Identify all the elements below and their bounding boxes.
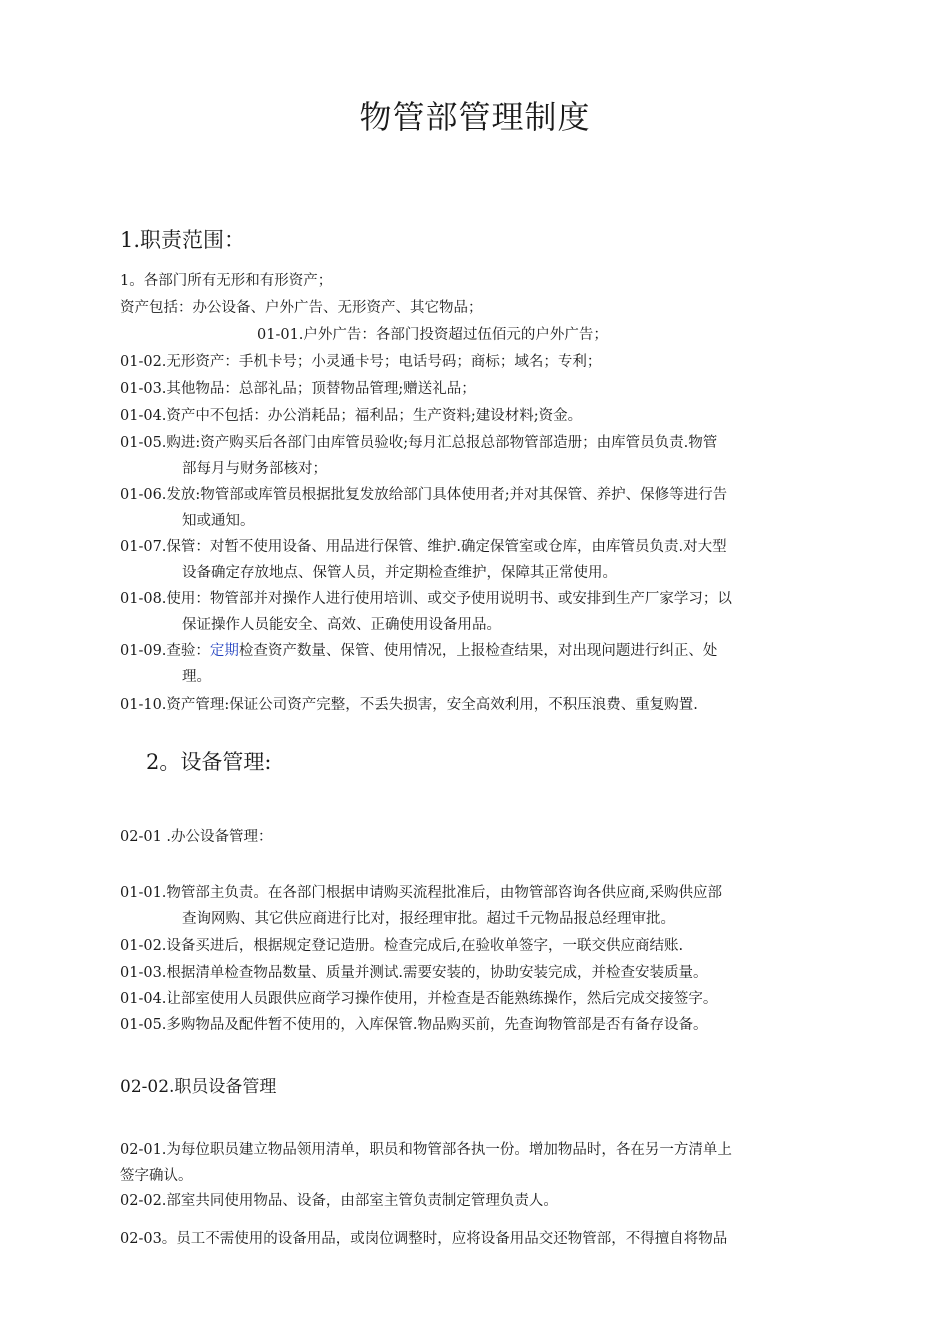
list-item-line2: 保证操作人员能安全、高效、正确使用设备用品。 [182,617,501,633]
list-item-line2: 设备确定存放地点、保管人员，并定期检查维护，保障其正常使用。 [182,565,617,581]
office-item-01-03: 01-03.根据清单检查物品数量、质量并测试.需要安装的，协助安装完成，并检查安装质量。 [120,965,708,981]
list-item-01-09 [120,638,832,690]
office-item-01-02: 01-02.设备买进后，根据规定登记造册。检查完成后,在验收单签字，一联交供应商结账. [120,938,684,954]
list-item-01-04: 01-04.资产中不包括：办公消耗品；福利品；生产资料;建设材料;资金。 [120,408,583,424]
section1-heading: 1.职责范围： [120,228,246,252]
section1-assets: 资产包括：办公设备、户外广告、无形资产、其它物品； [120,300,483,316]
list-item-01-03: 01-03.其他物品：总部礼品；顶替物品管理;赠送礼品； [120,381,476,397]
list-item-line1: 01-08.使用：物管部并对操作人进行使用培训、或交予使用说明书、或安排到生产厂家学习；以 [120,591,732,607]
list-item-01-07 [120,534,832,586]
list-item-line1: 01-07.保管：对暂不使用设备、用品进行保管、维护.确定保管室或仓库，由库管员负责.对大型 [120,539,727,555]
subsection-office-heading: 02-01 .办公设备管理： [120,829,273,845]
page-title: 物管部管理制度 [359,98,591,136]
list-item-line2: 理。 [182,669,211,685]
list-item-01-05 [120,430,832,482]
subsection-staff-heading: 02-02.职员设备管理 [120,1077,277,1097]
list-item-suffix: 检查资产数量、保管、使用情况，上报检查结果，对出现问题进行纠正、处 [238,643,718,659]
staff-item-02-01 [120,1137,832,1189]
staff-item-02-02: 02-02.部室共同使用物品、设备，由部室主管负责制定管理负责人。 [120,1193,558,1209]
list-item-line2: 查询网购、其它供应商进行比对，报经理审批。超过千元物品报总经理审批。 [182,911,675,927]
list-item-line1: 01-01.物管部主负责。在各部门根据申请购买流程批准后，由物管部咨询各供应商,采购供应部 [120,885,723,901]
hyperlink-text[interactable]: 定期 [209,643,239,659]
list-item-line1: 01-06.发放:物管部或库管员根据批复发放给部门具体使用者;并对其保管、养护、保修等进行告 [120,487,728,503]
list-item-prefix: 01-09.查验： [120,643,210,659]
list-item-line1: 01-05.购进:资产购买后各部门由库管员验收;每月汇总报总部物管部造册；由库管员负责.物管 [120,435,718,451]
list-item-line2: 签字确认。 [120,1168,193,1184]
list-item-line1 [120,643,717,659]
list-item-01-10: 01-10.资产管理:保证公司资产完整，不丢失损害，安全高效利用，不积压浪费、重复购置. [120,697,698,713]
office-item-01-04: 01-04.让部室使用人员跟供应商学习操作使用，并检查是否能熟练操作，然后完成交接签字。 [120,991,718,1007]
list-item-line2: 部每月与财务部核对； [182,461,327,477]
office-item-01-01 [120,880,832,932]
list-item-01-02: 01-02.无形资产：手机卡号；小灵通卡号；电话号码；商标；域名；专利； [120,354,602,370]
list-item-line2: 知或通知。 [182,513,255,529]
staff-item-02-03: 02-03。员工不需使用的设备用品，或岗位调整时，应将设备用品交还物管部，不得擅自将物品 [120,1231,728,1247]
list-item-01-08 [120,586,832,638]
list-item-01-06 [120,482,832,534]
section2-heading: 2。设备管理: [146,750,272,774]
office-item-01-05: 01-05.多购物品及配件暂不使用的，入库保管.物品购买前，先查询物管部是否有备存设备。 [120,1017,708,1033]
list-item-line1: 02-01.为每位职员建立物品领用清单，职员和物管部各执一份。增加物品时，各在另一方清单上 [120,1142,732,1158]
section1-intro: 1。各部门所有无形和有形资产； [120,273,333,289]
list-item-01-01: 01-01.户外广告：各部门投资超过伍佰元的户外广告； [257,327,608,343]
